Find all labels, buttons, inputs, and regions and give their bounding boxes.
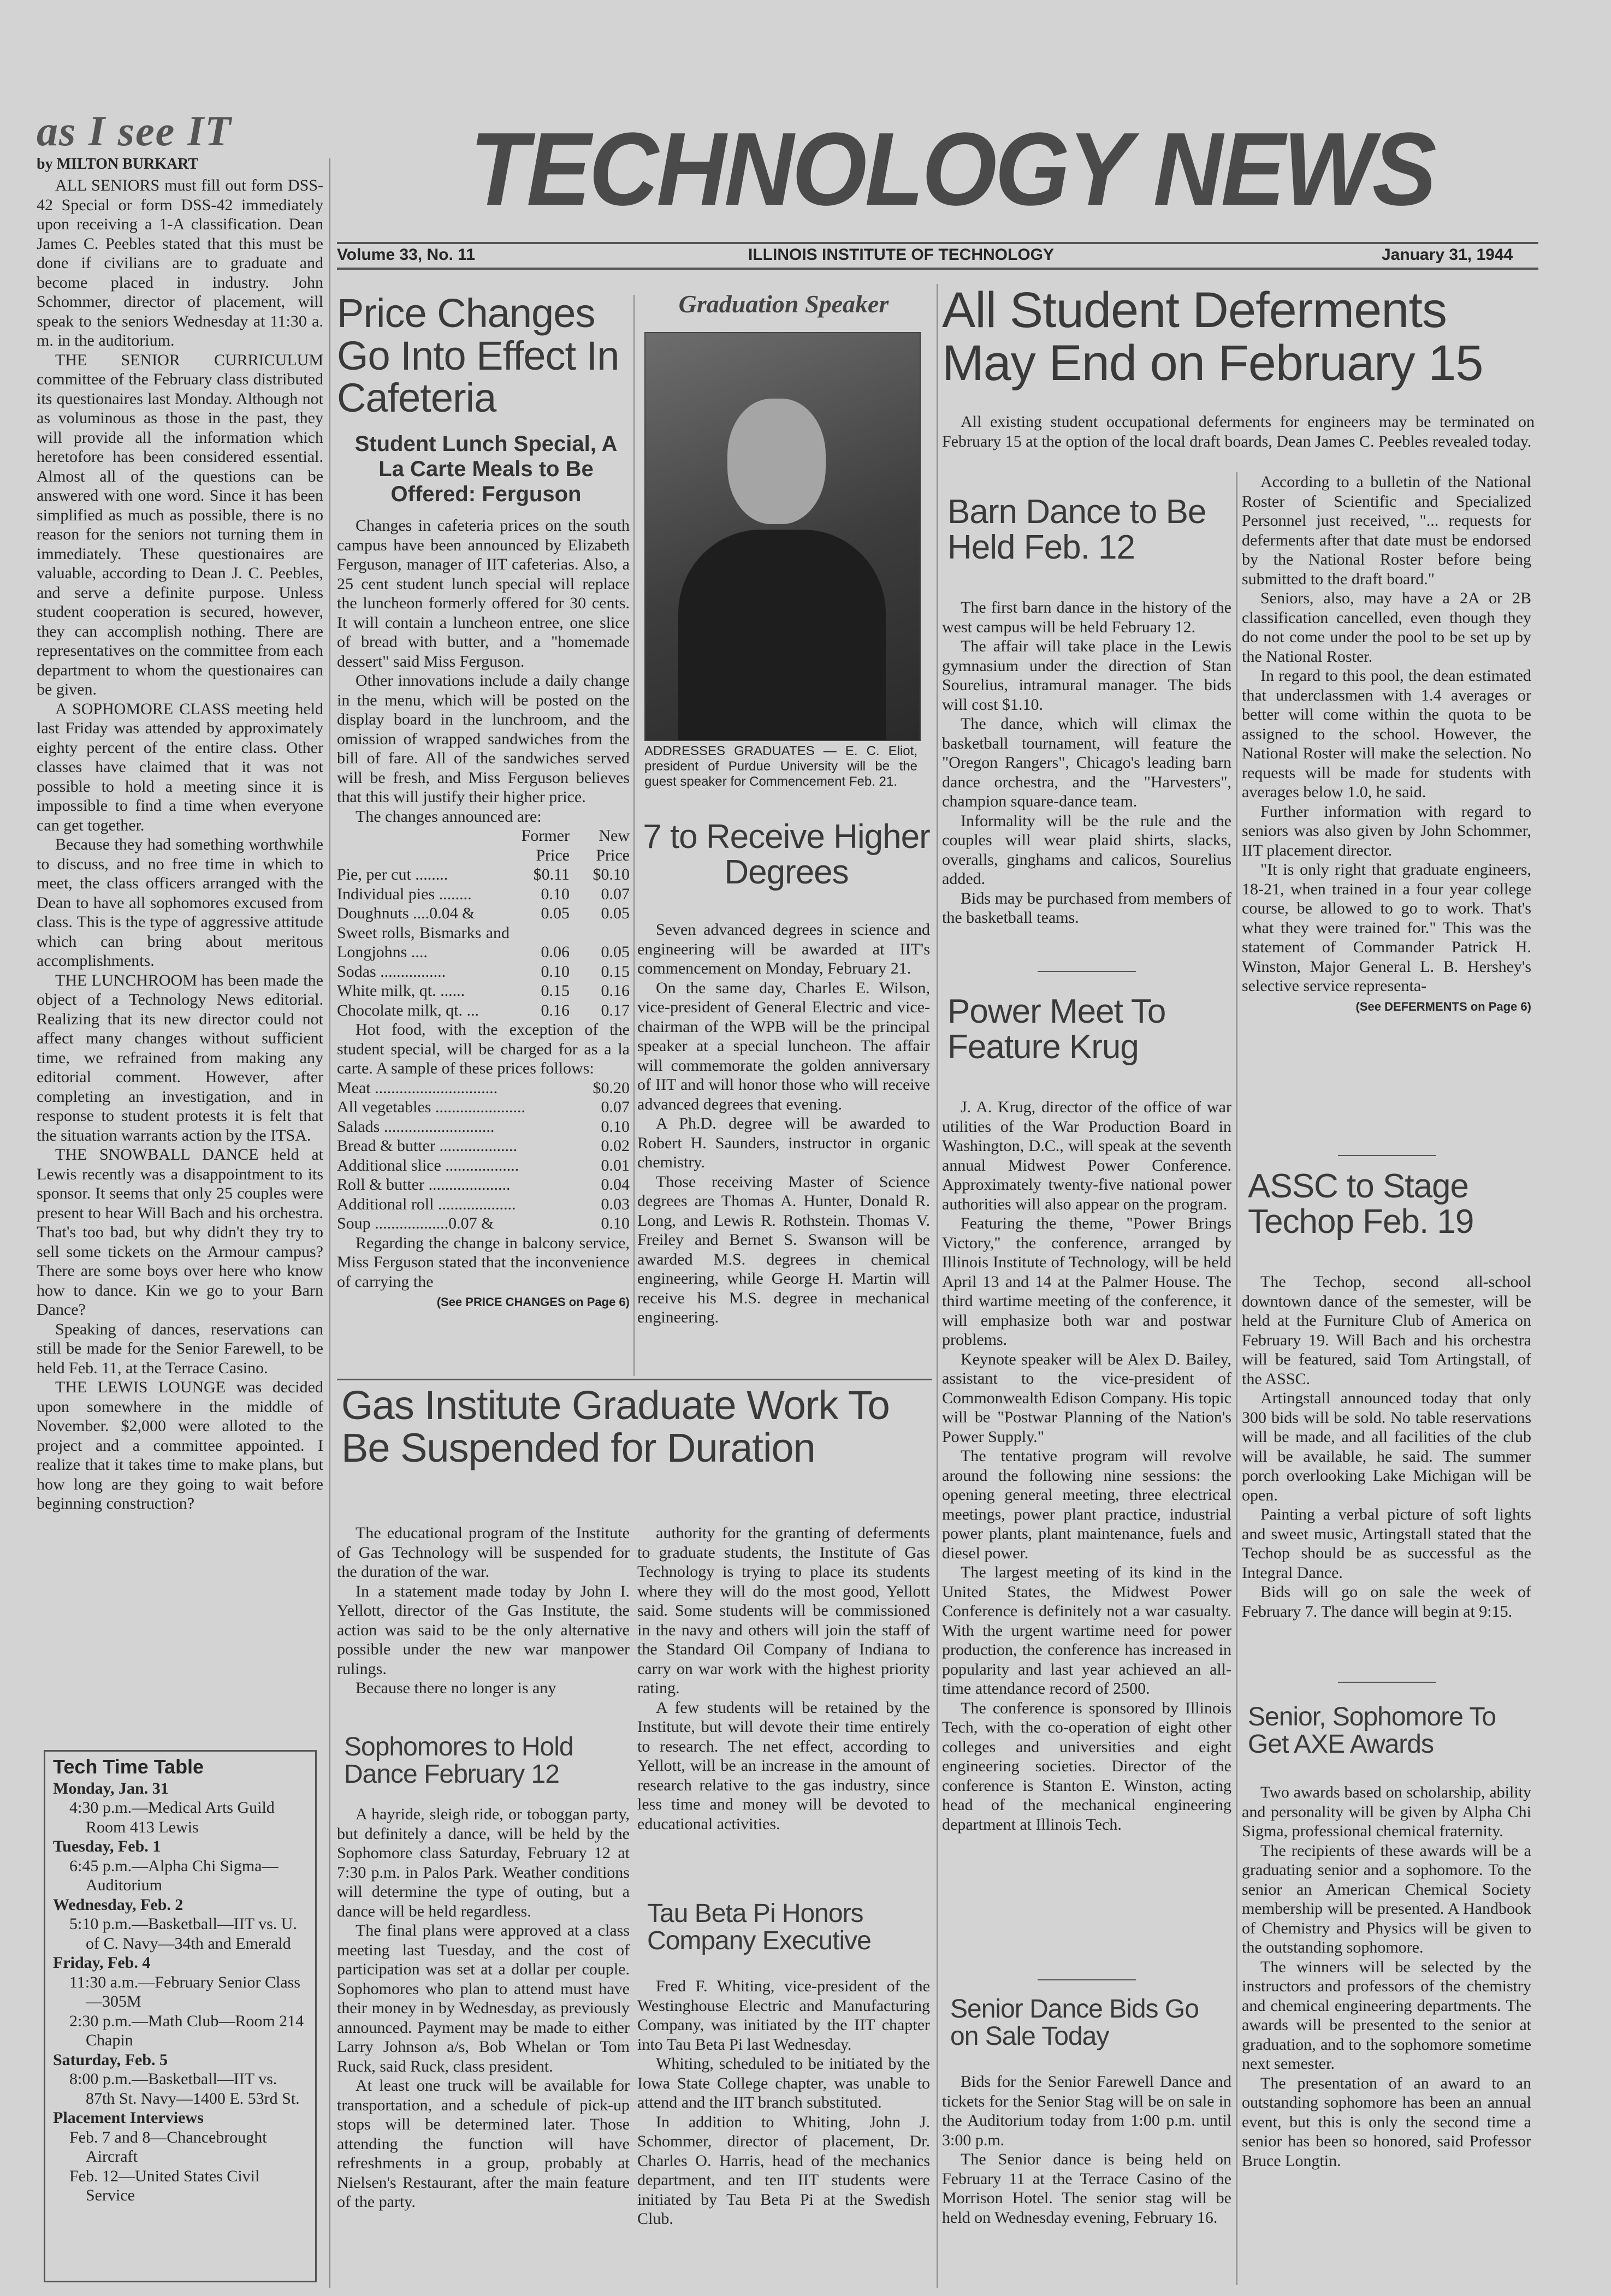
paragraph: The largest meeting of its kind in the United States, the Midwest Power Conference is definitely not a war casualty. With the urgent wartime need for power production, the conference has increased in popularity and last year achieved an all-time attendance record of 2500.: [942, 1563, 1231, 1698]
price-cell: 0.04: [601, 1176, 630, 1194]
paragraph: "It is only right that graduate engineers, 18-21, when trained in a four year college course, be allowed to go to work. That's what they were trained for." This was the statement of Commander Patrick H. Winston, Major General L. B. Hershey's selective service representa-: [1242, 861, 1531, 995]
item-cell: Doughnuts ....0.04 &: [337, 904, 475, 922]
paragraph: Painting a verbal picture of soft lights and sweet music, Artingstall stated that the Techop should be as successful as the Integral Dance.: [1242, 1505, 1531, 1582]
paragraph: In regard to this pool, the dean estimated that underclassmen with 1.4 averages or better will come within the quota to be assigned to the school. However, the National Roster will make the selection. No requests will be made for students with averages below 1.0, he said.: [1242, 667, 1531, 801]
column-divider: [633, 295, 635, 1376]
item-cell: Meat ..............................: [337, 1078, 498, 1097]
volume-number: Volume 33, No. 11: [337, 246, 475, 264]
paragraph: Speaking of dances, reservations can still be made for the Senior Farewell, to be held Feb. 11, at the Terrace Casino.: [37, 1320, 323, 1377]
paragraph: A Ph.D. degree will be awarded to Robert H. Saunders, instructor in organic chemistry.: [637, 1114, 930, 1171]
price-row: [337, 1175, 630, 1195]
paragraph: THE LUNCHROOM has been made the object of a Technology News editorial. Realizing that its new director could not affect many changes without sufficient time, we refrained from making any editorial comment. However, after completing an investigation, and in response to student protests it is felt that the situation warrants action by the ITSA.: [37, 971, 323, 1144]
item-cell: Roll & butter ....................: [337, 1176, 511, 1194]
issue-date: January 31, 1944: [1382, 246, 1513, 264]
timetable-event: 6:45 p.m.—Alpha Chi Sigma—Auditorium: [69, 1856, 279, 1894]
sophomore-dance-headline: Sophomores to Hold Dance February 12: [344, 1733, 573, 1789]
cafeteria-body: [337, 516, 630, 1379]
price-cell: 0.05: [541, 904, 570, 922]
paragraph: A hayride, sleigh ride, or toboggan party, but definitely a dance, will be held by the Sophomore class Saturday, February 12 at 7:30 p.m. in Palos Park. Weather conditions will determine the type of outing, but a dance will be held regardless.: [337, 1805, 630, 1920]
price-row: [337, 923, 630, 962]
paragraph: ALL SENIORS must fill out form DSS-42 Special or form DSS-42 immediately upon receiving a 1-A classification. Dean James C. Peebles stated that this must be done if civilians are to graduate and become placed in industry. John Schommer, director of placement, will speak to the seniors Wednesday at 11:30 a. m. in the auditorium.: [37, 176, 323, 349]
deferments-lead-text: All existing student occupational deferments for engineers may be terminated on February 15 at the option of the local draft boards, Dean James C. Peebles revealed today.: [942, 413, 1535, 450]
timetable-day: Tuesday, Feb. 1: [53, 1837, 161, 1855]
paragraph: The dance, which will climax the basketball tournament, will feature the "Oregon Rangers", Chicago's leading barn dance orchestra, and the "Harvesters", champion square-dance team.: [942, 715, 1231, 810]
item-cell: Bread & butter ...................: [337, 1137, 517, 1155]
paragraph: Bids for the Senior Farewell Dance and tickets for the Senior Stag will be on sale in the Auditorium today from 1:00 p.m. until 3:00 p.m.: [942, 2073, 1231, 2149]
timetable-day: Saturday, Feb. 5: [53, 2050, 168, 2069]
paragraph: authority for the granting of deferments to graduate students, the Institute of Gas Technology is trying to place its students where they will do the most good, Yellott said. Some students will be commissioned in the navy and others will join the staff of the Standard Oil Company of Indiana to carry on war work with the highest priority rating.: [637, 1524, 930, 1697]
degrees-body: [637, 920, 930, 1373]
paragraph: The educational program of the Institute of Gas Technology will be suspended for the duration of the war.: [337, 1524, 630, 1581]
assc-body: [1242, 1272, 1531, 1649]
masthead-title: TECHNOLOGY NEWS: [470, 111, 1435, 227]
tau-beta-pi-headline: Tau Beta Pi Honors Company Executive: [647, 1899, 871, 1956]
deferments-paragraphs: [1242, 472, 1531, 996]
cafeteria-subhead: Student Lunch Special, A La Carte Meals to Be Offered: Ferguson: [354, 432, 618, 506]
item-cell: Sweet rolls, Bismarks and Longjohns ....: [337, 923, 510, 961]
price-row: [337, 1097, 630, 1117]
price-cell: 0.06: [541, 943, 570, 961]
price-cell: 0.03: [601, 1195, 630, 1213]
paragraph: Because there no longer is any: [356, 1679, 556, 1697]
paragraph: Artingstall announced today that only 300 bids will be sold. No table reservations will be made, and all facilities of the club will be available, he said. The summer porch overlooking Lake Michigan will be open.: [1242, 1389, 1531, 1504]
divider: [1038, 1979, 1136, 1980]
new-price-header: New Price: [596, 827, 630, 864]
paragraph: Informality will be the rule and the couples will wear plaid shirts, slacks, overalls, ginghams and calicos, Sourelius added.: [942, 811, 1231, 888]
price-cell: $0.11: [533, 865, 570, 883]
paragraph: The affair will take place in the Lewis gymnasium under the direction of Stan Sourelius, intramural manager. The bids will cost $1.10.: [942, 637, 1231, 714]
divider: [1338, 1682, 1436, 1683]
paragraph: Seniors, also, may have a 2A or 2B classification cancelled, even though they do not come under the pool to be set up by the National Roster.: [1242, 589, 1531, 666]
price-row: [337, 904, 630, 923]
former-price-header: Former Price: [521, 827, 570, 864]
a-la-carte-table: [337, 1078, 630, 1233]
paragraph: THE LEWIS LOUNGE was decided upon somewhere in the middle of November. $2,000 were alloted to the project and a committee appointed. I realize that it takes time to make plans, but how long are they going to wait before beginning construction?: [37, 1378, 323, 1512]
timetable-day: Friday, Feb. 4: [53, 1954, 151, 1972]
column-logo: as I see IT: [37, 107, 232, 155]
price-cell: 0.01: [601, 1156, 630, 1174]
masthead-rule-top: [337, 242, 1538, 244]
price-cell: 0.05: [601, 943, 630, 961]
sophomore-dance-body: [337, 1805, 630, 2291]
price-row: [337, 962, 630, 982]
balcony-paragraph: Regarding the change in balcony service, Miss Ferguson stated that the inconvenience of carrying the: [337, 1233, 630, 1291]
price-cell: 0.15: [601, 962, 630, 981]
barn-dance-headline: Barn Dance to Be Held Feb. 12: [947, 493, 1206, 567]
item-cell: Chocolate milk, qt. ...: [337, 1001, 479, 1019]
item-cell: All vegetables ......................: [337, 1098, 525, 1116]
timetable-event: 11:30 a.m.—February Senior Class—305M: [69, 1973, 301, 2010]
price-row: [337, 1195, 630, 1214]
paragraph: The first barn dance in the history of the west campus will be held February 12.: [942, 598, 1231, 636]
timetable-list: [53, 1779, 307, 2205]
paragraph: THE SENIOR CURRICULUM committee of the February class distributed its questionaires last Monday. Although not as voluminous as those in the past, they will provide all the information which heretofore has been considered essential. Almost all of the questions can be answered with one word. Since it has been simplified as much as possible, there is no reason for the seniors not turning them in immediately. These questionaires are valuable, according to Dean J. C. Peebles, and serve a definite purpose. Unless student cooperation is secured, however, they can accomplish nothing. There are representatives on the committee from each department to whom the questionaires can be given.: [37, 351, 323, 698]
item-cell: Pie, per cut ........: [337, 865, 448, 883]
timetable-event: 2:30 p.m.—Math Club—Room 214 Chapin: [69, 2012, 304, 2049]
timetable-event: Feb. 12—United States Civil Service: [69, 2167, 260, 2204]
gas-body-b: [637, 1523, 930, 1873]
paragraph: The winners will be selected by the instructors and professors of the chemistry and chemical engineering departments. The awards will be presented to the senior at graduation, and to the sophomore sometime next semester.: [1242, 1957, 1531, 2073]
paragraph: Fred F. Whiting, vice-president of the Westinghouse Electric and Manufacturing Company, was initiated by the IIT chapter into Tau Beta Pi last Wednesday.: [637, 1977, 930, 2054]
cafeteria-headline: Price Changes Go Into Effect In Cafeteria: [337, 290, 619, 421]
price-cell: 0.17: [601, 1001, 630, 1019]
column-byline: by MILTON BURKART: [37, 156, 199, 173]
divider: [1338, 1155, 1436, 1156]
paragraph: According to a bulletin of the National Roster of Scientific and Specialized Personnel just received, "... requests for deferments after that date must be endorsed by the National Roster before being submitted to the draft board.": [1242, 473, 1531, 588]
paragraph: Changes in cafeteria prices on the south campus have been announced by Elizabeth Ferguson, manager of IIT cafeterias. Also, a 25 cent student lunch special will replace the luncheon formerly offered for 30 cents. It will contain a luncheon entree, one slice of bread with butter, and a "homemade dessert" said Miss Ferguson.: [337, 517, 630, 671]
deferments-jump-link[interactable]: (See DEFERMENTS on Page 6): [1355, 999, 1531, 1013]
gas-body-a: [337, 1523, 630, 1720]
price-cell: 0.16: [601, 982, 630, 1000]
hot-food-paragraph: Hot food, with the exception of the student special, will be charged for as a la carte. A sample of these prices follows:: [337, 1021, 630, 1077]
divider: [1038, 971, 1136, 972]
barn-dance-body: [942, 598, 1231, 958]
speaker-caption: ADDRESSES GRADUATES — E. C. Eliot, president of Purdue University will be the guest speaker for Commencement Feb. 21.: [644, 744, 917, 789]
speaker-photo: [644, 332, 921, 741]
paragraph: The conference is sponsored by Illinois Tech, with the co-operation of eight other colleges and universities and eight engineering societies. Director of the conference is Stanton E. Winston, acting head of the mechanical engineering department at Illinois Tech.: [942, 1699, 1231, 1834]
paragraph: Further information with regard to seniors was also given by John Schommer, IIT placement director.: [1242, 802, 1531, 859]
price-cell: 0.05: [601, 904, 630, 922]
cafeteria-jump-link[interactable]: (See PRICE CHANGES on Page 6): [436, 1295, 630, 1309]
power-meet-body: [942, 1097, 1231, 1971]
paragraph: Because they had something worthwhile to discuss, and no free time in which to meet, the class officers arranged with the Dean to have all sophomores excused from class. This is the type of aggressive attitude which can bring about meritous accomplishments.: [37, 835, 323, 970]
institution-name: ILLINOIS INSTITUTE OF TECHNOLOGY: [748, 246, 1054, 264]
assc-headline: ASSC to Stage Techop Feb. 19: [1248, 1167, 1474, 1241]
timetable-title: Tech Time Table: [53, 1755, 204, 1778]
timetable-event: 5:10 p.m.—Basketball—IIT vs. U. of C. Navy—34th and Emerald: [69, 1915, 297, 1953]
price-cell: 0.07: [601, 885, 630, 903]
price-cell: $0.20: [593, 1078, 630, 1097]
price-row: [337, 885, 630, 904]
timetable-event: Feb. 7 and 8—Chancebrought Aircraft: [69, 2128, 267, 2166]
paragraph: Other innovations include a daily change in the menu, which will be posted on the display board in the lunchroom, and the omission of wrapped sandwiches from the bill of fare. All of the sandwiches served will be fresh, and Miss Ferguson believes that this will justify their higher price.: [337, 672, 630, 806]
timetable-event: 4:30 p.m.—Medical Arts Guild Room 413 Lewis: [69, 1799, 275, 1836]
gas-headline: Gas Institute Graduate Work To Be Suspended for Duration: [341, 1383, 890, 1470]
item-cell: Soup ..................0.07 &: [337, 1214, 494, 1232]
tau-beta-pi-body: [637, 1977, 930, 2291]
price-cell: $0.10: [593, 865, 630, 883]
deferments-headline: All Student Deferments May End on February 15: [942, 282, 1483, 391]
paragraph: In a statement made today by John I. Yellott, director of the Gas Institute, the action was said to be the only alternative possible under the new war manpower rulings.: [337, 1582, 630, 1678]
column-divider: [1236, 472, 1237, 2285]
cafeteria-paragraphs: [337, 516, 630, 826]
item-cell: Sodas ................: [337, 962, 446, 981]
item-cell: White milk, qt. ......: [337, 982, 465, 1000]
paragraph: Seven advanced degrees in science and engineering will be awarded at IIT's commencement on Monday, February 21.: [637, 921, 930, 977]
gas-rule: [337, 1379, 932, 1380]
price-row: [337, 1136, 630, 1156]
paragraph: THE SNOWBALL DANCE held at Lewis recently was a disappointment to its sponsor. It seems that only 25 couples were present to hear Will Bach and his orchestra. That's too bad, but why didn't they try to sell some tickets on the Armour campus? There are some boys over here who know how to dance. Kin we go to your Barn Dance?: [37, 1146, 323, 1319]
price-cell: 0.02: [601, 1137, 630, 1155]
price-row: [337, 981, 630, 1001]
price-cell: 0.07: [601, 1098, 630, 1116]
paragraph: The final plans were approved at a class meeting last Tuesday, and the cost of participation was set at a dollar per couple. Sophomores who plan to attend must have their money in by Wednesday, as previously announced. Payment may be made to either Larry Johnson a/s, Bob Whelan or Tom Ruck, said Ruck, class president.: [337, 1921, 630, 2075]
senior-dance-bids-body: [942, 2072, 1231, 2291]
price-row: [337, 1214, 630, 1233]
price-change-table: [337, 826, 630, 1020]
paragraph: The Senior dance is being held on February 11 at the Terrace Casino of the Morrison Hotel. The senior stag will be held on Wednesday evening, February 16.: [942, 2150, 1231, 2227]
paragraph: On the same day, Charles E. Wilson, vice-president of General Electric and vice-chairman of the WPB will be the principal speaker at a special luncheon. The affair will commemorate the golden anniversary of IIT and will honor those who will receive advanced degrees that evening.: [637, 978, 930, 1113]
timetable-day: Placement Interviews: [53, 2109, 204, 2127]
paragraph: The presentation of an award to an outstanding sophomore has been an annual event, but this is only the second time a senior has been so honored, said Professor Bruce Longtin.: [1242, 2074, 1531, 2170]
item-cell: Additional slice ..................: [337, 1156, 519, 1174]
item-cell: Individual pies ........: [337, 885, 472, 903]
masthead-rule-bottom: [337, 268, 1538, 270]
speaker-label: Graduation Speaker: [678, 290, 889, 318]
deferments-lead: [942, 412, 1535, 451]
paragraph: Whiting, scheduled to be initiated by the Iowa State College chapter, was unable to attend and the IIT branch substituted.: [637, 2055, 930, 2111]
axe-awards-headline: Senior, Sophomore To Get AXE Awards: [1248, 1702, 1496, 1759]
paragraph: Bids may be purchased from members of the basketball teams.: [942, 889, 1231, 927]
timetable-event: 8:00 p.m.—Basketball—IIT vs. 87th St. Navy—1400 E. 53rd St.: [69, 2070, 300, 2108]
paragraph: The recipients of these awards will be a graduating senior and a sophomore. To the senior an American Chemical Society membership will be presented. A Handbook of Chemistry and Physics will be given to the outstanding sophomore.: [1242, 1841, 1531, 1956]
tech-time-table: [44, 1750, 317, 2282]
paragraph: J. A. Krug, director of the office of war utilities of the War Production Board in Washington, D.C., will speak at the seventh annual Midwest Power Conference. Approximately twenty-five national power authorities will also appear on the program.: [942, 1098, 1231, 1213]
item-cell: Salads ...........................: [337, 1117, 495, 1136]
paragraph: Those receiving Master of Science degrees are Thomas A. Hunter, Donald R. Long, and Lewis R. Rothstein. Thomas V. Freiley and Bernet S. Swanson will be awarded M.S. degrees in chemical engineering, while George H. Martin will receive his M.S. degree in mechanical engineering.: [637, 1172, 930, 1326]
price-row: [337, 1001, 630, 1021]
column-divider: [937, 284, 938, 2288]
column-body: [37, 176, 323, 1737]
column-divider: [329, 158, 330, 2288]
power-meet-headline: Power Meet To Feature Krug: [947, 993, 1166, 1066]
paragraph: A SOPHOMORE CLASS meeting held last Friday was attended by approximately eighty percent of the entire class. Other classes have claimed that it was not possible to hold a meeting since it is impossible to find a time when everyone can get together.: [37, 699, 323, 834]
paragraph: The changes announced are:: [356, 807, 542, 826]
price-cell: 0.10: [541, 885, 570, 903]
price-row: [337, 865, 630, 885]
item-cell: Additional roll ...................: [337, 1195, 516, 1213]
senior-dance-bids-headline: Senior Dance Bids Go on Sale Today: [950, 1995, 1199, 2051]
price-row: [337, 1078, 630, 1098]
paragraph: Keynote speaker will be Alex D. Bailey, assistant to the vice-president of Commonwealth Edison Company. His topic will be "Postwar Planning of the Nation's Power Supply.": [942, 1350, 1231, 1446]
paragraph: Two awards based on scholarship, ability and personality will be given by Alpha Chi Sigma, professional chemical fraternity.: [1242, 1783, 1531, 1840]
paragraph: The tentative program will revolve around the following nine sessions: the opening general meeting, three electrical meetings, power plant practice, industrial power plants, plant maintenance, fuels and diesel power.: [942, 1447, 1231, 1562]
axe-awards-body: [1242, 1783, 1531, 2291]
paragraph: At least one truck will be available for transportation, and a schedule of pick-up stops will be determined later. Those attending the function will have refreshments in a group, probably at Nielsen's Restaurant, after the main feature of the party.: [337, 2077, 630, 2211]
timetable-day: Wednesday, Feb. 2: [53, 1895, 183, 1914]
price-row: [337, 1156, 630, 1176]
paragraph: Bids will go on sale the week of February 7. The dance will begin at 9:15.: [1242, 1583, 1531, 1621]
price-cell: 0.16: [541, 1001, 570, 1019]
deferments-body: [1242, 472, 1531, 1144]
price-cell: 0.10: [541, 962, 570, 981]
paragraph: In addition to Whiting, John J. Schommer, director of placement, Dr. Charles O. Harris, head of the mechanics department, and ten IIT students were initiated by Tau Beta Pi at the Swedish Club.: [637, 2113, 930, 2228]
paragraph: The Techop, second all-school downtown dance of the semester, will be held at the Furniture Club of America on February 19. Will Bach and his orchestra will be featured, said Tom Artingstall, of the ASSC.: [1242, 1273, 1531, 1388]
paragraph: A few students will be retained by the Institute, but will devote their time entirely to research. The net effect, according to Yellott, will be an increase in the amount of research relative to the gas industry, since less time and money will be devoted to educational activities.: [637, 1698, 930, 1833]
price-cell: 0.10: [601, 1214, 630, 1232]
price-row: [337, 1117, 630, 1137]
timetable-day: Monday, Jan. 31: [53, 1779, 169, 1797]
price-cell: 0.15: [541, 982, 570, 1000]
price-cell: 0.10: [601, 1117, 630, 1136]
paragraph: Featuring the theme, "Power Brings Victory," the conference, arranged by Illinois Institute of Technology, will be held April 13 and 14 at the Palmer House. The third wartime meeting of the conference, it will emphasize both war and postwar problems.: [942, 1214, 1231, 1349]
degrees-headline: 7 to Receive Higher Degrees: [643, 818, 930, 892]
